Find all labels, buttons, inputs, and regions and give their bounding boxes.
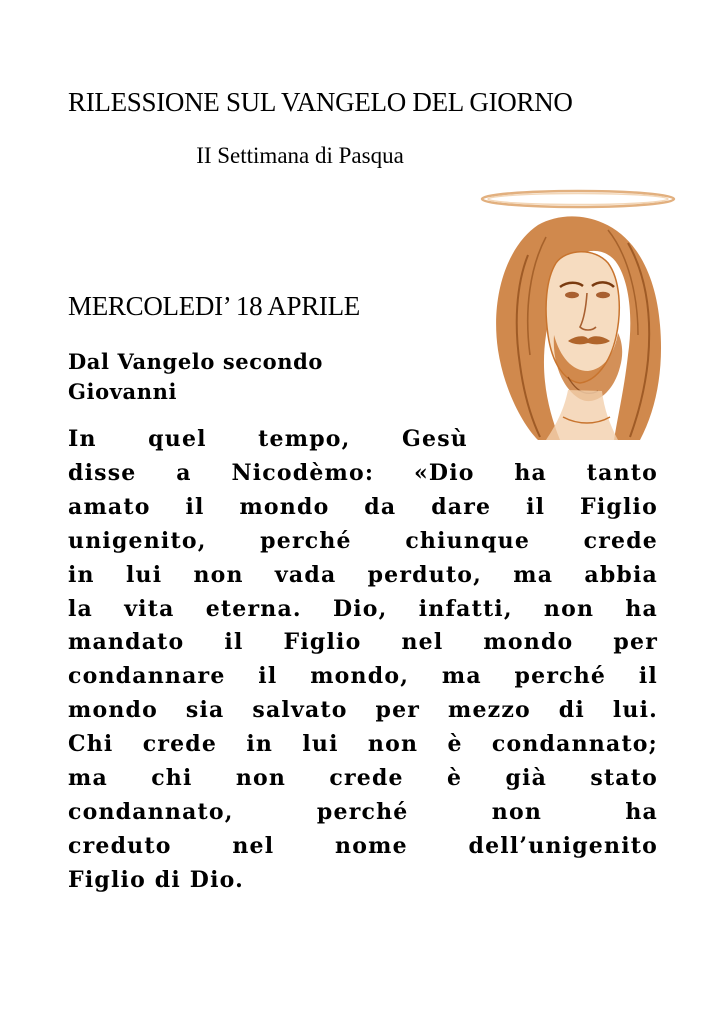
page-title: RILESSIONE SUL VANGELO DEL GIORNO — [68, 87, 573, 117]
gospel-line: in lui non vada perduto, ma abbia — [68, 561, 658, 588]
page-subtitle: II Settimana di Pasqua — [196, 143, 404, 168]
jesus-portrait-illustration — [468, 185, 678, 445]
gospel-line: Chi crede in lui non è condannato; — [68, 731, 658, 758]
gospel-line: condannato, perché non ha — [68, 798, 658, 825]
gospel-line: disse a Nicodèmo: «Dio ha tanto — [68, 459, 658, 486]
gospel-line: In quel tempo, Gesù — [68, 426, 468, 452]
gospel-line: condannare il mondo, ma perché il — [68, 663, 658, 690]
gospel-line: Figlio di Dio. — [68, 866, 244, 893]
gospel-source: Dal Vangelo secondo Giovanni — [68, 349, 324, 404]
gospel-line: ma chi non crede è già stato — [68, 765, 658, 792]
entry-date: MERCOLEDI’ 18 APRILE — [68, 291, 360, 321]
gospel-line: amato il mondo da dare il Figlio — [68, 493, 658, 520]
gospel-line: mondo sia salvato per mezzo di lui. — [68, 697, 658, 724]
gospel-line: mandato il Figlio nel mondo per — [68, 629, 658, 656]
gospel-line: la vita eterna. Dio, infatti, non ha — [68, 595, 658, 622]
gospel-line: creduto nel nome dell’unigenito — [68, 832, 658, 859]
gospel-line: unigenito, perché chiunque crede — [68, 527, 658, 554]
gospel-text — [68, 423, 658, 898]
